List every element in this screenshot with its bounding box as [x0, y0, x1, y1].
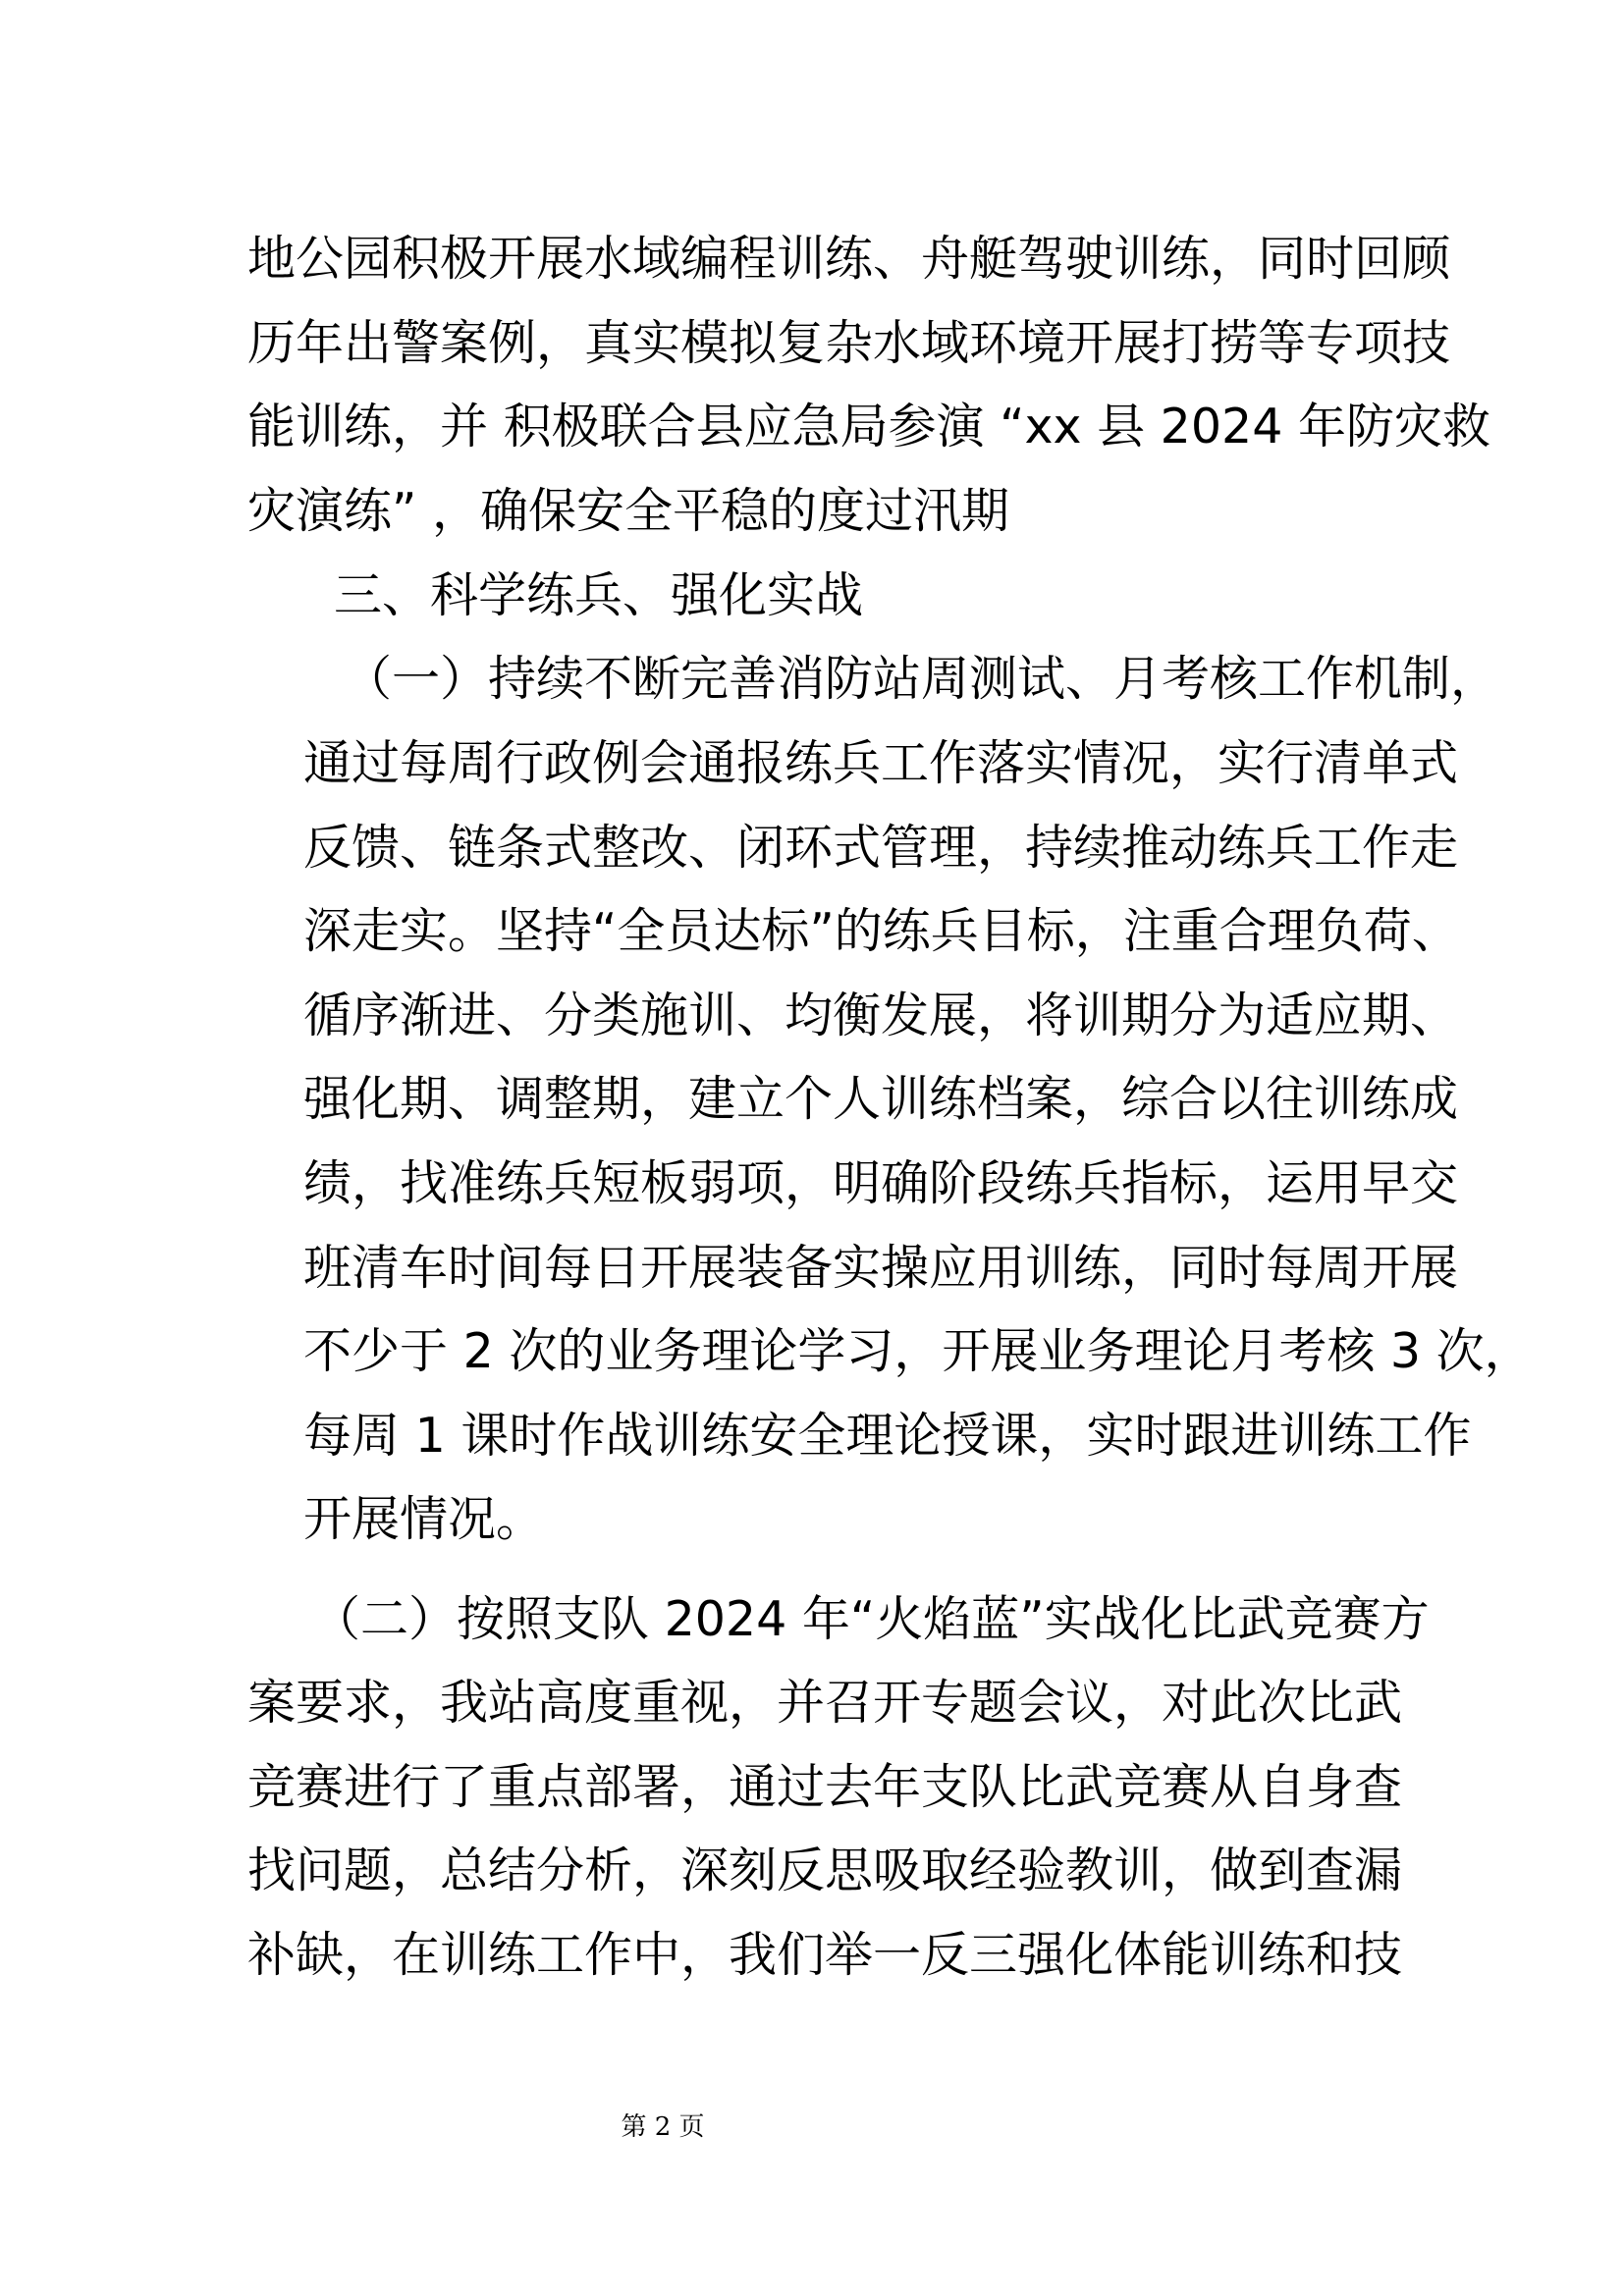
paragraph-line: 灾演练” ，确保安全平稳的度过汛期 [247, 483, 1009, 539]
paragraph-line: 反馈、链条式整改、闭环式管理，持续推动练兵工作走 [303, 820, 1459, 876]
paragraph-line: 绩，找准练兵短板弱项，明确阶段练兵指标，运用早交 [303, 1155, 1459, 1211]
paragraph-line: 能训练，并 积极联合县应急局参演 “xx 县 2024 年防灾救 [247, 399, 1490, 454]
page-number: 第 2 页 [621, 2112, 705, 2142]
paragraph-line: （一）持续不断完善消防站周测试、月考核工作机制， [344, 651, 1499, 707]
paragraph-line: 深走实。坚持“全员达标”的练兵目标，注重合理负荷、 [303, 903, 1460, 959]
paragraph-line: 地公园积极开展水域编程训练、舟艇驾驶训练，同时回顾 [247, 231, 1451, 287]
paragraph-line: 案要求，我站高度重视，并召开专题会议，对此次比武 [247, 1675, 1403, 1731]
paragraph-line: 找问题，总结分析，深刻反思吸取经验教训，做到查漏 [247, 1842, 1403, 1898]
paragraph-line: 不少于 2 次的业务理论学习，开展业务理论月考核 3 次， [303, 1323, 1533, 1379]
paragraph-line: 竞赛进行了重点部署，通过去年支队比武竞赛从自身查 [247, 1759, 1403, 1815]
section-heading: 三、科学练兵、强化实战 [334, 567, 864, 623]
paragraph-line: 开展情况。 [303, 1491, 545, 1547]
paragraph-line: 班清车时间每日开展装备实操应用训练，同时每周开展 [303, 1240, 1459, 1296]
paragraph-line: 通过每周行政例会通报练兵工作落实情况，实行清单式 [303, 735, 1459, 791]
paragraph-line: 循序渐进、分类施训、均衡发展，将训期分为适应期、 [303, 988, 1459, 1043]
paragraph-line: 每周 1 课时作战训练安全理论授课，实时跟进训练工作 [303, 1408, 1472, 1464]
paragraph-line: 强化期、调整期，建立个人训练档案，综合以往训练成 [303, 1071, 1459, 1127]
paragraph-line: （二）按照支队 2024 年“火焰蓝”实战化比武竞赛方 [312, 1591, 1430, 1647]
paragraph-line: 补缺，在训练工作中，我们举一反三强化体能训练和技 [247, 1927, 1403, 1983]
paragraph-line: 历年出警案例，真实模拟复杂水域环境开展打捞等专项技 [247, 315, 1451, 371]
